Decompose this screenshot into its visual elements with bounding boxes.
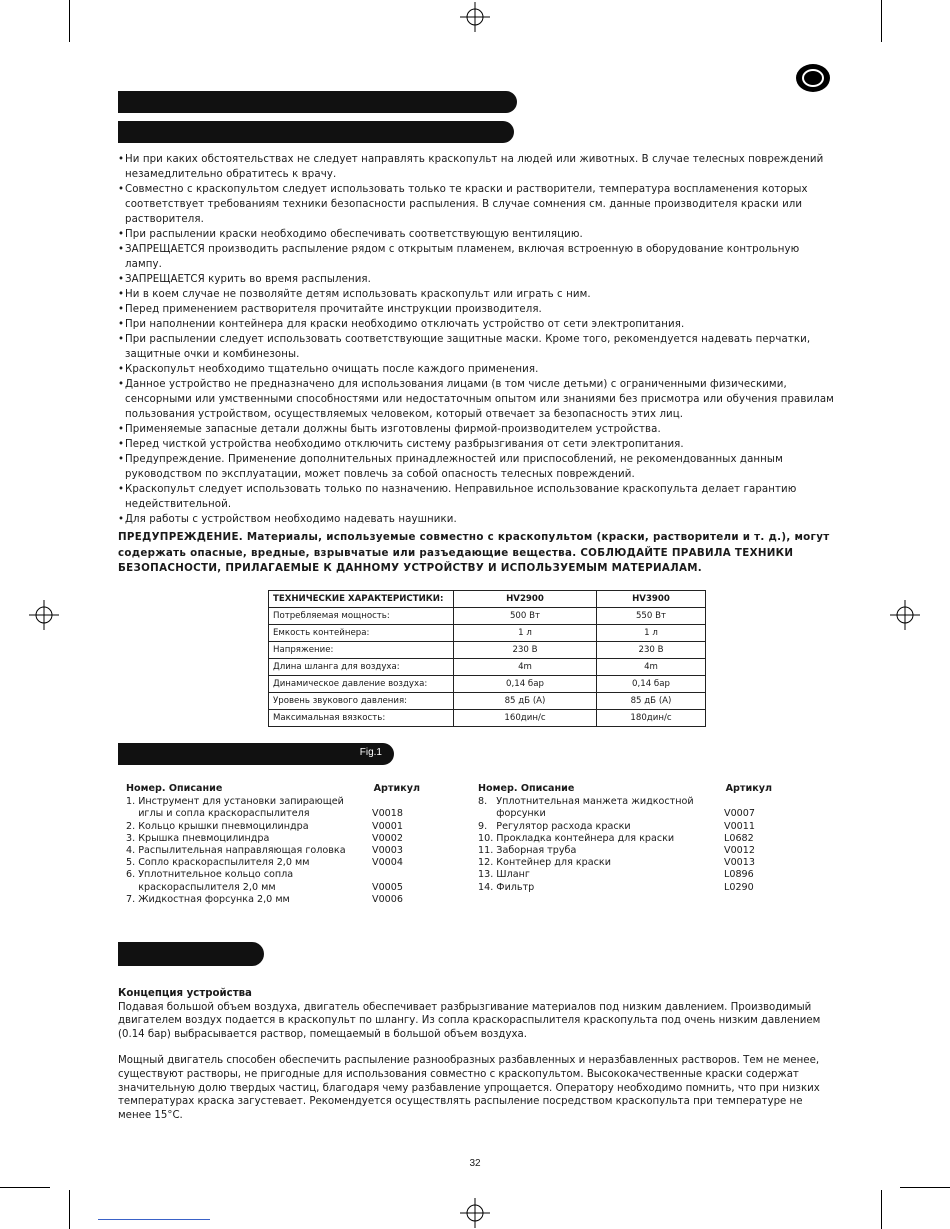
page-number: 32 (469, 1158, 481, 1169)
list-item (126, 869, 420, 881)
part-code: V0005 (372, 881, 403, 893)
specs-table (268, 590, 706, 727)
crop-mark (69, 1190, 70, 1229)
part-description: 6. Уплотнительное кольцо сопла (126, 869, 294, 881)
part-description: 11. Заборная труба (478, 845, 577, 857)
list-item (126, 808, 420, 820)
crop-mark (881, 1190, 882, 1229)
part-description: 8. Уплотнительная манжета жидкостной (478, 796, 694, 808)
part-code (372, 869, 420, 881)
concept-section (118, 987, 834, 1135)
table-cell: 230 В (454, 642, 597, 659)
crop-mark (0, 1187, 50, 1188)
table-cell: Потребляемая мощность: (269, 608, 454, 625)
table-cell: 230 В (597, 642, 706, 659)
part-description: иглы и сопла краскораспылителя (126, 808, 310, 820)
table-cell: Напряжение: (269, 642, 454, 659)
part-description: 3. Крышка пневмоцилиндра (126, 832, 270, 844)
registration-mark-icon (890, 600, 920, 630)
table-cell: 4m (597, 659, 706, 676)
table-cell: Динамическое давление воздуха: (269, 676, 454, 693)
list-item: • Для работы с устройством необходимо надевать наушники. (118, 512, 838, 527)
part-code: V0012 (724, 845, 755, 857)
part-description: краскораспылителя 2,0 мм (126, 881, 276, 893)
part-code: V0001 (372, 820, 403, 832)
list-item: • Перед применением растворителя прочитайте инструкции производителя. (118, 302, 838, 317)
part-description: 4. Распылительная направляющая головка (126, 845, 346, 857)
part-description: 13. Шланг (478, 869, 530, 881)
list-item (126, 845, 420, 857)
list-item: • Предупреждение. Применение дополнительных принадлежностей или приспособлений, не рекомендованных данным руководством по эксплуатации, может повлечь за собой опасность телесных повреждений. (118, 452, 838, 482)
part-code: L0290 (724, 881, 754, 893)
table-header: HV2900 (454, 591, 597, 608)
table-cell: Длина шланга для воздуха: (269, 659, 454, 676)
table-row (269, 693, 706, 710)
parts-list-left (126, 783, 420, 906)
part-description: 12. Контейнер для краски (478, 857, 611, 869)
column-header-description: Номер. Описание (478, 783, 575, 794)
table-cell: 1 л (454, 625, 597, 642)
table-row (269, 676, 706, 693)
table-row (269, 608, 706, 625)
list-item (478, 882, 772, 894)
section-header-bar (118, 121, 514, 143)
registration-mark-icon (460, 2, 490, 32)
list-item (126, 821, 420, 833)
list-item: • Ни при каких обстоятельствах не следует направлять краскопульт на людей или животных. В случае телесных повреждений незамедлительно обратитесь к врачу. (118, 152, 838, 182)
registration-mark-icon (29, 600, 59, 630)
table-row (269, 659, 706, 676)
language-badge-icon (796, 64, 830, 92)
column-header-description: Номер. Описание (126, 783, 223, 794)
list-item (478, 857, 772, 869)
part-code: V0018 (372, 808, 403, 820)
list-item: • Краскопульт необходимо тщательно очищать после каждого применения. (118, 362, 838, 377)
part-code: V0002 (372, 832, 403, 844)
figure-label-bar: Fig.1 (118, 743, 394, 765)
column-header-code: Артикул (725, 783, 772, 794)
paragraph: Подавая большой объем воздуха, двигатель обеспечивает разбрызгивание материалов под низким давлением. Производимый двигателем воздух подается в краскопульт по шлангу. Из сопла краскораспылителя краскопульта под очень низким давлением (0.14 бар) выбрасывается раствор, помещаемый в большой объем воздуха. (118, 1001, 821, 1040)
list-item: • Данное устройство не предназначено для использования лицами (в том числе детьми) с ограниченными физическими, сенсорными или умственными способностями или недостаточным опытом или знаниями без присмотра или обучения правилам пользования устройством, осуществляемых человеком, который отвечает за безопасность этих лиц. (118, 377, 838, 422)
part-code: V0003 (372, 845, 403, 857)
list-item (478, 808, 772, 820)
part-description: 2. Кольцо крышки пневмоцилиндра (126, 820, 309, 832)
table-cell: Емкость контейнера: (269, 625, 454, 642)
list-item: • ЗАПРЕЩАЕТСЯ курить во время распыления. (118, 272, 838, 287)
table-cell: 0,14 бар (454, 676, 597, 693)
section-header-bar (118, 942, 264, 966)
divider (98, 1219, 210, 1220)
safety-instructions-list (118, 152, 838, 527)
list-item: • Ни в коем случае не позволяйте детям использовать краскопульт или играть с ним. (118, 287, 838, 302)
part-code (724, 796, 772, 808)
list-item (126, 857, 420, 869)
list-item: • Перед чисткой устройства необходимо отключить систему разбрызгивания от сети электропитания. (118, 437, 838, 452)
table-cell: 180дин/с (597, 710, 706, 727)
part-description: 9. Регулятор расхода краски (478, 820, 631, 832)
part-code: V0011 (724, 820, 755, 832)
parts-list-right (478, 783, 772, 894)
list-item (126, 882, 420, 894)
section-title: Концепция устройства (118, 988, 252, 999)
part-code: V0004 (372, 857, 403, 869)
list-item (478, 821, 772, 833)
table-row (269, 710, 706, 727)
section-header-bar (118, 91, 517, 113)
list-item: • При наполнении контейнера для краски необходимо отключать устройство от сети электропитания. (118, 317, 838, 332)
list-item (478, 845, 772, 857)
table-row (269, 642, 706, 659)
parts-list-header (478, 783, 772, 795)
crop-mark (900, 1187, 950, 1188)
part-description: 10. Прокладка контейнера для краски (478, 832, 675, 844)
list-item (126, 894, 420, 906)
table-cell: 85 дБ (A) (454, 693, 597, 710)
part-code (372, 796, 420, 808)
table-row (269, 625, 706, 642)
table-cell: 500 Вт (454, 608, 597, 625)
crop-mark (69, 0, 70, 42)
list-item: • ЗАПРЕЩАЕТСЯ производить распыление рядом с открытым пламенем, включая встроенную в оборудование контрольную лампу. (118, 242, 838, 272)
table-cell: 550 Вт (597, 608, 706, 625)
list-item: • При распылении краски необходимо обеспечивать соответствующую вентиляцию. (118, 227, 838, 242)
column-header-code: Артикул (373, 783, 420, 794)
warning-paragraph: ПРЕДУПРЕЖДЕНИЕ. Материалы, используемые совместно с краскопультом (краски, растворители и т. д.), могут содержать опасные, вредные, взрывчатые или разъедающие вещества. СОБЛЮДАЙТЕ ПРАВИЛА ТЕХНИКИ БЕЗОПАСНОСТИ, ПРИЛАГАЕМЫЕ К ДАННОМУ УСТРОЙСТВУ И ИСПОЛЬЗУЕМЫМ МАТЕРИАЛАМ. (118, 531, 830, 574)
part-code: L0682 (724, 832, 754, 844)
part-code: V0007 (724, 808, 755, 820)
part-code: V0013 (724, 857, 755, 869)
list-item (126, 833, 420, 845)
table-header: HV3900 (597, 591, 706, 608)
list-item (478, 796, 772, 808)
part-description: 5. Сопло краскораспылителя 2,0 мм (126, 857, 310, 869)
part-description: 1. Инструмент для установки запирающей (126, 796, 344, 808)
crop-mark (881, 0, 882, 42)
table-cell: 1 л (597, 625, 706, 642)
parts-list-header (126, 783, 420, 795)
part-description: 7. Жидкостная форсунка 2,0 мм (126, 893, 290, 905)
list-item: • При распылении следует использовать соответствующие защитные маски. Кроме того, рекомендуется надевать перчатки, защитные очки и комбинезоны. (118, 332, 838, 362)
list-item (478, 833, 772, 845)
table-cell: Уровень звукового давления: (269, 693, 454, 710)
part-code: L0896 (724, 869, 754, 881)
list-item (126, 796, 420, 808)
part-description: 14. Фильтр (478, 881, 535, 893)
part-code: V0006 (372, 893, 403, 905)
table-cell: 85 дБ (A) (597, 693, 706, 710)
table-cell: 0,14 бар (597, 676, 706, 693)
list-item: • Применяемые запасные детали должны быть изготовлены фирмой-производителем устройства. (118, 422, 838, 437)
part-description: форсунки (478, 808, 546, 820)
table-cell: Максимальная вязкость: (269, 710, 454, 727)
table-header-row (269, 591, 706, 608)
list-item: • Совместно с краскопультом следует использовать только те краски и растворители, температура воспламенения которых соответствует требованиям техники безопасности распыления. В случае сомнения см. данные производителя краски или растворителя. (118, 182, 838, 227)
table-cell: 160дин/с (454, 710, 597, 727)
list-item (478, 869, 772, 881)
table-header: ТЕХНИЧЕСКИЕ ХАРАКТЕРИСТИКИ: (269, 591, 454, 608)
paragraph: Мощный двигатель способен обеспечить распыление разнообразных разбавленных и неразбавленных растворов. Тем не менее, существуют растворы, не пригодные для использования совместно с краскопультом. Высококачественные краски содержат значительную долю твердых частиц, благодаря чему разбавление упрощается. Оператору необходимо помнить, что при низких температурах краска загустевает. Рекомендуется осуществлять распыление посредством краскопульта при температуре не менее 15°С. (118, 1055, 820, 1121)
table-cell: 4m (454, 659, 597, 676)
registration-mark-icon (460, 1198, 490, 1228)
list-item: • Краскопульт следует использовать только по назначению. Неправильное использование краскопульта делает гарантию недействительной. (118, 482, 838, 512)
